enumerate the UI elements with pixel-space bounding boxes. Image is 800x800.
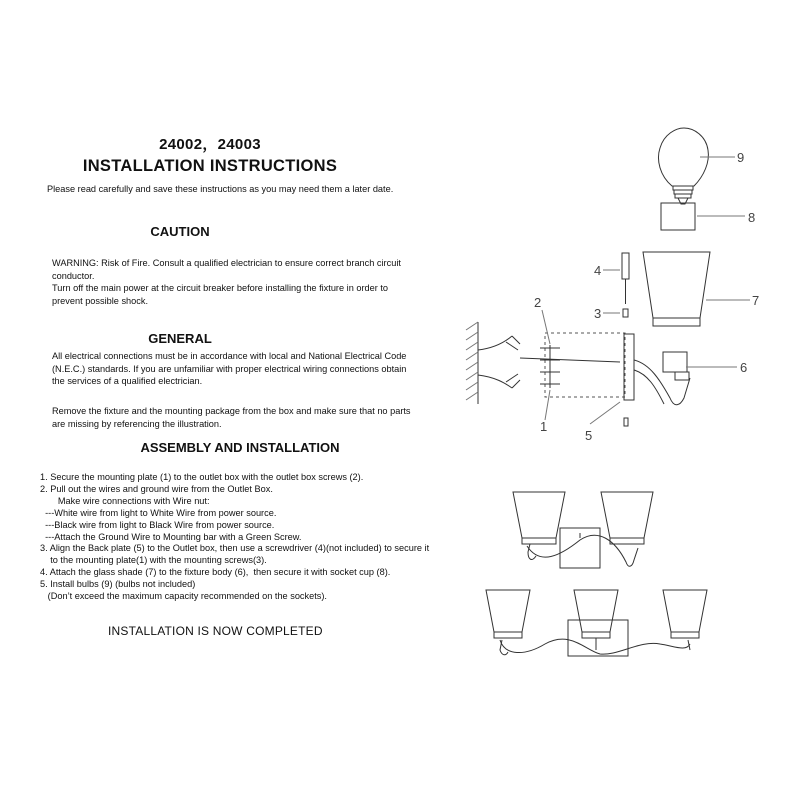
step-line: ---Black wire from light to Black Wire from power source. (40, 519, 275, 530)
caution-line: conductor. (52, 270, 95, 281)
general-line: All electrical connections must be in accordance with local and National Electrical Code (52, 351, 407, 361)
callout-4: 4 (594, 263, 602, 278)
two-light-fixture-illustration (513, 492, 653, 568)
step-line: ---White wire from light to White Wire from power source. (40, 507, 277, 518)
step-line: 5. Install bulbs (9) (bulbs not included) (40, 579, 196, 590)
callout-6: 6 (740, 360, 748, 375)
callout-3: 3 (594, 306, 602, 321)
general-heading: GENERAL (148, 331, 212, 346)
assembly-steps (40, 472, 440, 603)
general-line: (N.E.C.) standards. If you are unfamiliar with proper electrical wiring connections obtain (52, 363, 407, 374)
general-line: Remove the fixture and the mounting package from the box and make sure that no parts (52, 406, 411, 416)
callout-2: 2 (534, 295, 542, 310)
step-line: ---Attach the Ground Wire to Mounting bar with a Green Screw. (40, 531, 302, 542)
socket-cup-illustration (661, 203, 695, 230)
model-numbers: 24002，24003 (159, 136, 261, 153)
caution-line: Turn off the main power at the circuit breaker before installing the fixture in order to (52, 283, 389, 293)
callout-8: 8 (748, 210, 756, 225)
step-line: 3. Align the Back plate (5) to the Outlet box, then use a screwdriver (4)(not included) to secure it (40, 543, 430, 554)
caution-heading: CAUTION (150, 224, 210, 239)
step-line: 4. Attach the glass shade (7) to the fixture body (6), then secure it with socket cup (8). (40, 567, 391, 578)
step-line: to the mounting plate(1) with the mounting screws(3). (40, 555, 267, 566)
assembly-heading: ASSEMBLY AND INSTALLATION (140, 440, 340, 455)
step-line: 2. Pull out the wires and ground wire from the Outlet Box. (40, 483, 273, 494)
glass-shade-illustration (643, 252, 710, 326)
general-text (52, 350, 432, 388)
caution-line: prevent possible shock. (52, 295, 149, 306)
completion-message: INSTALLATION IS NOW COMPLETED (108, 624, 323, 638)
callout-1: 1 (540, 419, 548, 434)
general-line: the services of a qualified electrician. (52, 376, 203, 386)
fixture-body-illustration (663, 352, 687, 372)
intro-text: Please read carefully and save these instructions as you may need them a later date. (47, 184, 394, 194)
caution-line: WARNING: Risk of Fire. Consult a qualified electrician to ensure correct branch circuit (52, 258, 401, 268)
general-line: are missing by referencing the illustration. (52, 418, 222, 429)
bulb-illustration (659, 128, 709, 204)
three-light-fixture-illustration (486, 590, 707, 656)
screwdriver-illustration (622, 253, 629, 304)
exploded-diagram (455, 120, 785, 680)
step-line: Make wire connections with Wire nut: (40, 495, 210, 506)
screw-illustration (623, 309, 628, 317)
callout-7: 7 (752, 293, 760, 308)
step-line: 1. Secure the mounting plate (1) to the outlet box with the outlet box screws (2). (40, 472, 364, 482)
page-title: INSTALLATION INSTRUCTIONS (82, 157, 338, 175)
callout-9: 9 (737, 150, 745, 165)
step-line: (Don’t exceed the maximum capacity recommended on the sockets). (40, 591, 327, 602)
callout-5: 5 (585, 428, 593, 443)
general-text-2 (52, 405, 432, 430)
caution-text (52, 257, 432, 307)
